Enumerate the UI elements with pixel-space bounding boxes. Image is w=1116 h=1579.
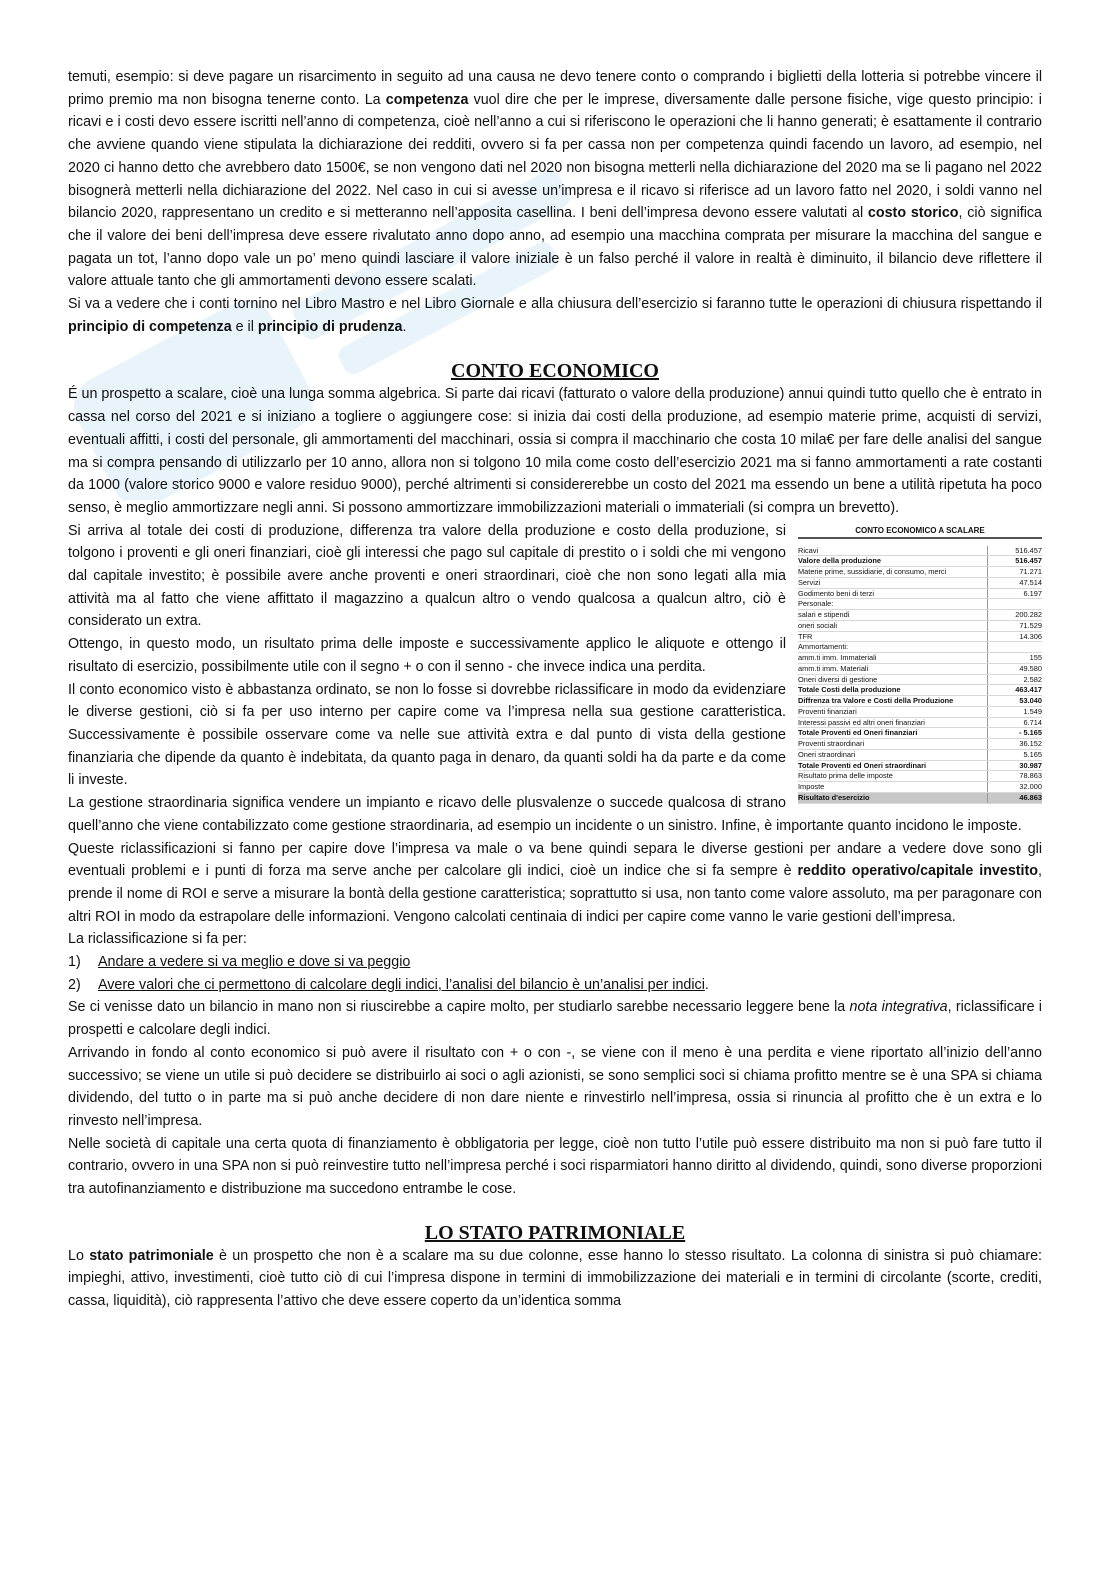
- table-row: [798, 556, 1042, 567]
- table-row: [798, 685, 1042, 696]
- row-value: 32.000: [987, 782, 1042, 792]
- table-row: [798, 567, 1042, 578]
- row-label: salari e stipendi: [798, 610, 850, 620]
- row-label: Diffrenza tra Valore e Costi della Produzione: [798, 696, 954, 706]
- row-value: 30.987: [987, 761, 1042, 771]
- table-row: [798, 610, 1042, 621]
- table-row: [798, 664, 1042, 675]
- row-label: Oneri straordinari: [798, 749, 856, 759]
- table-row: [798, 793, 1042, 804]
- table-row: [798, 771, 1042, 782]
- table-title: CONTO ECONOMICO A SCALARE: [798, 525, 1042, 539]
- table-row: [798, 578, 1042, 589]
- paragraph-nota-integrativa: Se ci venisse dato un bilancio in mano non si riuscirebbe a capire molto, per studiarlo sarebbe necessario leggere bene la nota integrativa, riclassificare i prospetti e calcolare degli indici.: [68, 999, 1042, 1039]
- list-item: 2) Avere valori che ci permettono di calcolare degli indici, l’analisi del bilancio è un’analisi per indici.: [68, 976, 709, 993]
- row-label: Totale Costi della produzione: [798, 685, 901, 695]
- row-value: 2.582: [987, 675, 1042, 685]
- paragraph-gestione-straordinaria: La gestione straordinaria significa vendere un impianto e ricavo delle plusvalenze o succede qualcosa di strano quell’anno che viene contabilizzato come gestione straordinaria, ad esempio un incidente o un sinistro. Infine, è importante quanto incidono le imposte.: [68, 795, 1022, 834]
- row-label: Totale Proventi ed Oneri finanziari: [798, 728, 918, 738]
- row-value: 36.152: [987, 739, 1042, 749]
- table-row: [798, 621, 1042, 632]
- table-row: [798, 750, 1042, 761]
- table-row: [798, 739, 1042, 750]
- table-row: [798, 707, 1042, 718]
- table-row: [798, 696, 1042, 707]
- heading-conto-economico: CONTO ECONOMICO: [451, 360, 659, 383]
- table-row: [798, 782, 1042, 793]
- table-row: [798, 599, 1042, 610]
- row-label: Proventi straordinari: [798, 739, 865, 749]
- row-value: 1.549: [987, 707, 1042, 717]
- row-value: 78.863: [987, 771, 1042, 781]
- row-label: oneri sociali: [798, 620, 838, 630]
- paragraph-libro-mastro: Si va a vedere che i conti tornino nel Libro Mastro e nel Libro Giornale e alla chiusura dell’esercizio si faranno tutte le operazioni di chiusura rispettando il principio di competenza e il principio di prudenza.: [68, 296, 1042, 335]
- row-value: 463.417: [987, 685, 1042, 695]
- row-value: 71.529: [987, 621, 1042, 631]
- row-label: Risultato prima delle imposte: [798, 771, 893, 781]
- row-label: amm.ti imm. Materiali: [798, 663, 869, 673]
- paragraph-indici: Queste riclassificazioni si fanno per capire dove l’impresa va male o va bene quindi separa le diverse gestioni per andare a vedere dove sono gli eventuali problemi e i punti di forza ma serve anche per calcolare gli indici, cioè un indice che si fa sempre è reddito operativo/capitale investito, prende il nome di ROI e serve a misurare la bontà della gestione caratteristica; soprattutto si usa, non tanto come valore assoluto, ma per paragonare con altri ROI in modo da estrapolare delle informazioni. Vengono calcolati centinaia di indici per capire come vanno le varie gestioni dell’impresa.: [68, 840, 1043, 925]
- row-label: Materie prime, sussidiarie, di consumo, merci: [798, 567, 947, 577]
- row-label: Valore della produzione: [798, 556, 881, 566]
- document-page: [68, 66, 1042, 1313]
- paragraph-stato-patrimoniale: Lo stato patrimoniale è un prospetto che non è a scalare ma su due colonne, esse hanno lo stesso risultato. La colonna di sinistra si può chiamare: impieghi, attivo, investimenti, cioè tutto ciò di cui l’impresa dispone in termini di immobilizzazione dei materiali e in termini di circolante (scorte, crediti, cassa, liquidità), ciò rappresenta l’attivo che deve essere coperto da un’identica somma: [68, 1247, 1043, 1310]
- paragraph-risultato: Ottengo, in questo modo, un risultato prima delle imposte e successivamente applico le aliquote e ottengo il risultato di esercizio, possibilmente utile con il segno + o con il senno - che invece indica una perdita.: [68, 636, 786, 675]
- row-value: 6.714: [987, 718, 1042, 728]
- table-row: [798, 589, 1042, 600]
- table-row: [798, 632, 1042, 643]
- row-label: Interessi passivi ed altri oneri finanziari: [798, 717, 925, 727]
- table-row: [798, 675, 1042, 686]
- row-value: 6.197: [987, 589, 1042, 599]
- paragraph-competenza: temuti, esempio: si deve pagare un risarcimento in seguito ad una causa ne devo tenere conto o comprando i biglietti della lotteria si potrebbe vincere il primo premio ma non bisogna tenerne conto. La competenza vuol dire che per le imprese, diversamente dalle persone fisiche, vige questo principio: i ricavi e i costi devo essere iscritti nell’anno di competenza, cioè nell’anno a cui si riferiscono le operazioni che li hanno generati; è esattamente il contrario che avviene quando viene stipulata la dichiarazione dei redditi, ovvero si fa per cassa non per competenza quindi facendo un lavoro, ad esempio, nel 2020 ci hanno detto che avrebbero dato 1500€, se non vengono dati nel 2020 non bisogna metterli nella dichiarazione del 2020 ma se li pagano nel 2022 bisognerà metterli nella dichiarazione del 2022. Nel caso in cui si avesse un’impresa e il ricavo si riferisce ad un lavoro fatto nel 2020, i soldi vanno nel bilancio 2020, rappresentano un credito e si metteranno nell’apposita casellina. I beni dell’impresa devono essere valutati al costo storico, ciò significa che il valore dei beni dell’impresa deve essere rivalutato anno dopo anno, ad esempio una macchina comprata per misurare la macchina del sangue e pagata un tot, l’anno dopo vale un po’ meno quindi lasciare il valore iniziale è un falso perché il valore in realtà è diminuito, il bilancio deve riflettere il valore attuale tanto che gli ammortamenti devono essere scalati.: [68, 69, 1042, 290]
- paragraph-totale-costi: Si arriva al totale dei costi di produzione, differenza tra valore della produzione e costo della produzione, si tolgono i proventi e gli oneri finanziari, cioè gli interessi che pago sul capitale di prestito o i soldi che mi vengono dal capitale investito; è possibile avere anche proventi e oneri straordinari, cioè che non sono legati alla mia attività ma al fatto che viene affittato il magazzino a qualcun altro o vendo qualcosa a qualcun altro, ciò è considerato un extra.: [68, 522, 786, 630]
- row-value: 516.457: [987, 556, 1042, 566]
- row-value: 53.040: [987, 696, 1042, 706]
- row-value: - 5.165: [987, 728, 1042, 738]
- table-row: [798, 718, 1042, 729]
- row-value: 200.282: [987, 610, 1042, 620]
- row-label: amm.ti imm. Immateriali: [798, 653, 877, 663]
- row-value: 14.306: [987, 632, 1042, 642]
- row-label: Ricavi: [798, 545, 819, 555]
- row-value: 71.271: [987, 567, 1042, 577]
- row-label: Personale:: [798, 599, 834, 609]
- reasons-list: [68, 951, 1042, 996]
- paragraph-riclassificazione-per: La riclassificazione si fa per:: [68, 931, 247, 948]
- table-row: [798, 642, 1042, 653]
- heading-stato-patrimoniale: LO STATO PATRIMONIALE: [424, 1221, 686, 1244]
- row-value: [987, 599, 1042, 609]
- row-label: Imposte: [798, 782, 825, 792]
- row-label: TFR: [798, 631, 813, 641]
- row-label: Risultato d'esercizio: [798, 792, 870, 802]
- row-value: 49.580: [987, 664, 1042, 674]
- table-row: [798, 728, 1042, 739]
- conto-economico-table: [798, 525, 1042, 804]
- paragraph-riclassificazione: Il conto economico visto è abbastanza ordinato, se non lo fosse si dovrebbe riclassificare in modo da evidenziare le diverse gestioni, ciò si fa per uso interno per capire come va l’impresa nella sua gestione caratteristica. Successivamente è possibile osservare come va nelle sue attività extra e dal punto di vista della gestione finanziaria che dipende da quanto è indebitata, da quanto paga in denaro, da quanti soldi ha da parte e da come li investe.: [68, 681, 786, 789]
- table-row: [798, 653, 1042, 664]
- paragraph-prospetto-scalare: É un prospetto a scalare, cioè una lunga somma algebrica. Si parte dai ricavi (fatturato o valore della produzione) annui quindi tutto quello che è entrato in cassa nel corso del 2021 e si iniziano a togliere o aggiungere cose: si inizia dai costi della produzione, ad esempio materie prime, acquisti di servizi, eventuali affitti, i costi del personale, gli ammortamenti del macchinari, ossia si compra il macchinario che costa 10 mila€ per fare delle analisi del sangue ma si compra pensando di utilizzarlo per 10 anno, allora non si tolgono 10 mila come costo dell’esercizio 2021 ma si fanno ammortamenti a rate costanti da 1000 (valore storico 9000 e valore residuo 9000), perché altrimenti si considererebbe un costo del 2021 ma essendo un bene a utilità ripetuta ha poco senso, è meglio ammortizzare negli anni. Si possono ammortizzare immobilizzazioni materiali o immateriali (si compra un brevetto).: [68, 386, 1042, 516]
- row-value: 516.457: [987, 546, 1042, 556]
- paragraph-societa-capitale: Nelle società di capitale una certa quota di finanziamento è obbligatoria per legge, cioè non tutto l’utile può essere distribuito ma non si può fare tutto il contrario, ovvero in una SPA non si può reinvestire tutto nell’impresa perché i soci risparmiatori hanno diritto al dividendo, quindi, sono diverse proporzioni tra autofinanziamento e distribuzione ma succedono entrambe le cose.: [68, 1135, 1042, 1198]
- row-label: Proventi finanziari: [798, 706, 857, 716]
- row-label: Servizi: [798, 577, 821, 587]
- row-label: Godimento beni di terzi: [798, 588, 874, 598]
- paragraph-utile-perdita: Arrivando in fondo al conto economico si può avere il risultato con + o con -, se viene con il meno è una perdita e viene riportato all’inizio dell’anno successivo; se viene un utile si può decidere se distribuirlo ai soci o agli azionisti, se sono semplici soci si chiama profitto mentre se è una SPA si chiama dividendo, del tutto o in parte ma si può anche decidere di non dare niente e rinvestirlo nell’impresa, ossia si rinuncia al profitto che è un extra e lo rinvesto nell’impresa.: [68, 1044, 1042, 1129]
- row-label: Oneri diversi di gestione: [798, 674, 878, 684]
- row-value: 47.514: [987, 578, 1042, 588]
- list-item: 1) Andare a vedere si va meglio e dove si va peggio: [68, 954, 411, 971]
- row-value: 155: [987, 653, 1042, 663]
- table-row: [798, 761, 1042, 772]
- table-row: [798, 546, 1042, 557]
- row-label: Totale Proventi ed Oneri straordinari: [798, 760, 926, 770]
- row-value: 5.165: [987, 750, 1042, 760]
- row-value: 46.863: [987, 793, 1042, 803]
- row-label: Ammortamenti:: [798, 642, 849, 652]
- row-value: [987, 642, 1042, 652]
